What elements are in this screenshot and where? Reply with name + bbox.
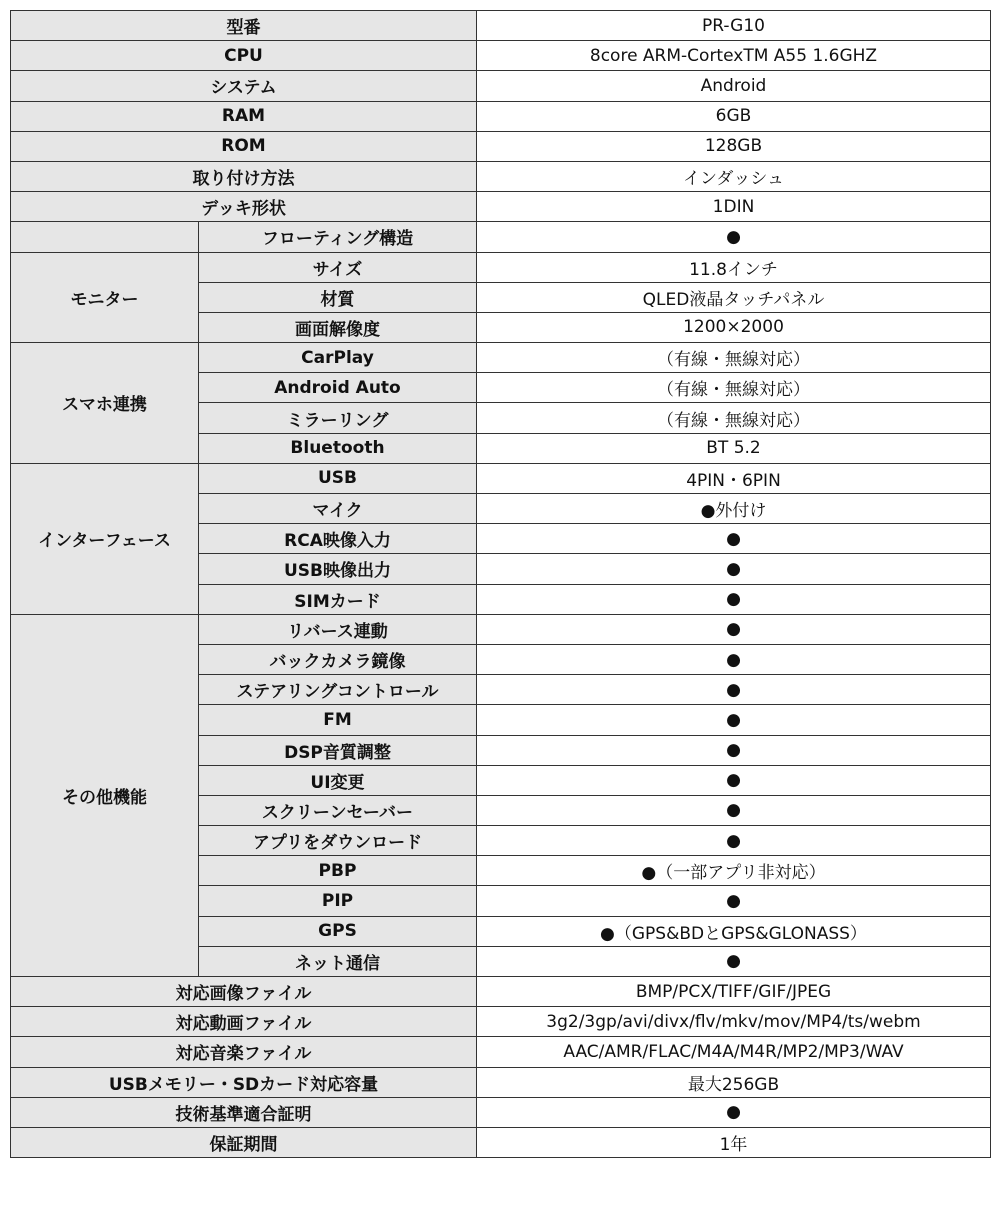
row-value: インダッシュ xyxy=(477,161,991,191)
row-label: SIMカード xyxy=(199,584,477,614)
row-value: BMP/PCX/TIFF/GIF/JPEG xyxy=(477,977,991,1007)
table-row xyxy=(11,222,991,252)
row-value: AAC/AMR/FLAC/M4A/M4R/MP2/MP3/WAV xyxy=(477,1037,991,1067)
row-label: DSP音質調整 xyxy=(199,735,477,765)
row-label: ROM xyxy=(11,131,477,161)
table-row xyxy=(11,1097,991,1127)
row-label: RCA映像入力 xyxy=(199,524,477,554)
row-value: ● xyxy=(477,765,991,795)
row-value: 3g2/3gp/avi/divx/flv/mkv/mov/MP4/ts/webm xyxy=(477,1007,991,1037)
row-label: RAM xyxy=(11,101,477,131)
row-value: 128GB xyxy=(477,131,991,161)
table-row xyxy=(11,161,991,191)
row-label: デッキ形状 xyxy=(11,192,477,222)
table-row xyxy=(11,131,991,161)
row-label: サイズ xyxy=(199,252,477,282)
row-label: スクリーンセーバー xyxy=(199,795,477,825)
row-label: USB映像出力 xyxy=(199,554,477,584)
row-value: ●（GPS&BDとGPS&GLONASS） xyxy=(477,916,991,946)
row-value: 1年 xyxy=(477,1127,991,1157)
row-value: PR-G10 xyxy=(477,11,991,41)
row-value: 1200×2000 xyxy=(477,312,991,342)
row-value: ● xyxy=(477,795,991,825)
table-row xyxy=(11,463,991,493)
empty-group-cell xyxy=(11,222,199,252)
row-value: 11.8インチ xyxy=(477,252,991,282)
group-label-interface: インターフェース xyxy=(11,463,199,614)
table-row xyxy=(11,192,991,222)
row-label: PIP xyxy=(199,886,477,916)
group-label-other-features: その他機能 xyxy=(11,614,199,976)
row-label: CPU xyxy=(11,41,477,71)
row-value: ● xyxy=(477,222,991,252)
row-value: ● xyxy=(477,826,991,856)
table-row xyxy=(11,343,991,373)
row-label: 対応画像ファイル xyxy=(11,977,477,1007)
row-label: 対応音楽ファイル xyxy=(11,1037,477,1067)
row-label: ミラーリング xyxy=(199,403,477,433)
table-row xyxy=(11,1127,991,1157)
row-label: ステアリングコントロール xyxy=(199,675,477,705)
row-label: PBP xyxy=(199,856,477,886)
row-label: フローティング構造 xyxy=(199,222,477,252)
table-row xyxy=(11,71,991,101)
row-value: Android xyxy=(477,71,991,101)
spec-table xyxy=(10,10,991,1158)
row-label: アプリをダウンロード xyxy=(199,826,477,856)
row-label: ネット通信 xyxy=(199,946,477,976)
row-label: 対応動画ファイル xyxy=(11,1007,477,1037)
table-row xyxy=(11,614,991,644)
row-value: ● xyxy=(477,735,991,765)
row-value: ● xyxy=(477,614,991,644)
row-value: ● xyxy=(477,644,991,674)
table-row xyxy=(11,101,991,131)
table-row xyxy=(11,11,991,41)
row-label: 材質 xyxy=(199,282,477,312)
row-value: （有線・無線対応） xyxy=(477,403,991,433)
row-value: BT 5.2 xyxy=(477,433,991,463)
row-label: 画面解像度 xyxy=(199,312,477,342)
row-label: リバース連動 xyxy=(199,614,477,644)
row-value: 6GB xyxy=(477,101,991,131)
row-value: （有線・無線対応） xyxy=(477,373,991,403)
row-value: 最大256GB xyxy=(477,1067,991,1097)
row-label: GPS xyxy=(199,916,477,946)
group-label-monitor: モニター xyxy=(11,252,199,343)
row-label: システム xyxy=(11,71,477,101)
table-row xyxy=(11,252,991,282)
row-value: 8core ARM-CortexTM A55 1.6GHZ xyxy=(477,41,991,71)
row-value: ●外付け xyxy=(477,494,991,524)
row-value: ● xyxy=(477,1097,991,1127)
row-label: Bluetooth xyxy=(199,433,477,463)
row-value: ● xyxy=(477,554,991,584)
row-label: USBメモリー・SDカード対応容量 xyxy=(11,1067,477,1097)
table-row xyxy=(11,1037,991,1067)
row-value: ●（一部アプリ非対応） xyxy=(477,856,991,886)
row-value: 4PIN・6PIN xyxy=(477,463,991,493)
row-value: ● xyxy=(477,675,991,705)
row-label: UI変更 xyxy=(199,765,477,795)
row-value: ● xyxy=(477,886,991,916)
row-value: ● xyxy=(477,524,991,554)
row-value: ● xyxy=(477,584,991,614)
row-value: ● xyxy=(477,946,991,976)
row-value: QLED液晶タッチパネル xyxy=(477,282,991,312)
row-label: 型番 xyxy=(11,11,477,41)
row-label: Android Auto xyxy=(199,373,477,403)
table-row xyxy=(11,1007,991,1037)
row-value: ● xyxy=(477,705,991,735)
row-label: FM xyxy=(199,705,477,735)
row-label: マイク xyxy=(199,494,477,524)
row-label: 取り付け方法 xyxy=(11,161,477,191)
table-row xyxy=(11,977,991,1007)
row-label: CarPlay xyxy=(199,343,477,373)
table-row xyxy=(11,1067,991,1097)
row-value: （有線・無線対応） xyxy=(477,343,991,373)
row-label: USB xyxy=(199,463,477,493)
table-row xyxy=(11,41,991,71)
row-label: 技術基準適合証明 xyxy=(11,1097,477,1127)
group-label-smartphone: スマホ連携 xyxy=(11,343,199,464)
row-label: 保証期間 xyxy=(11,1127,477,1157)
row-label: バックカメラ鏡像 xyxy=(199,644,477,674)
row-value: 1DIN xyxy=(477,192,991,222)
